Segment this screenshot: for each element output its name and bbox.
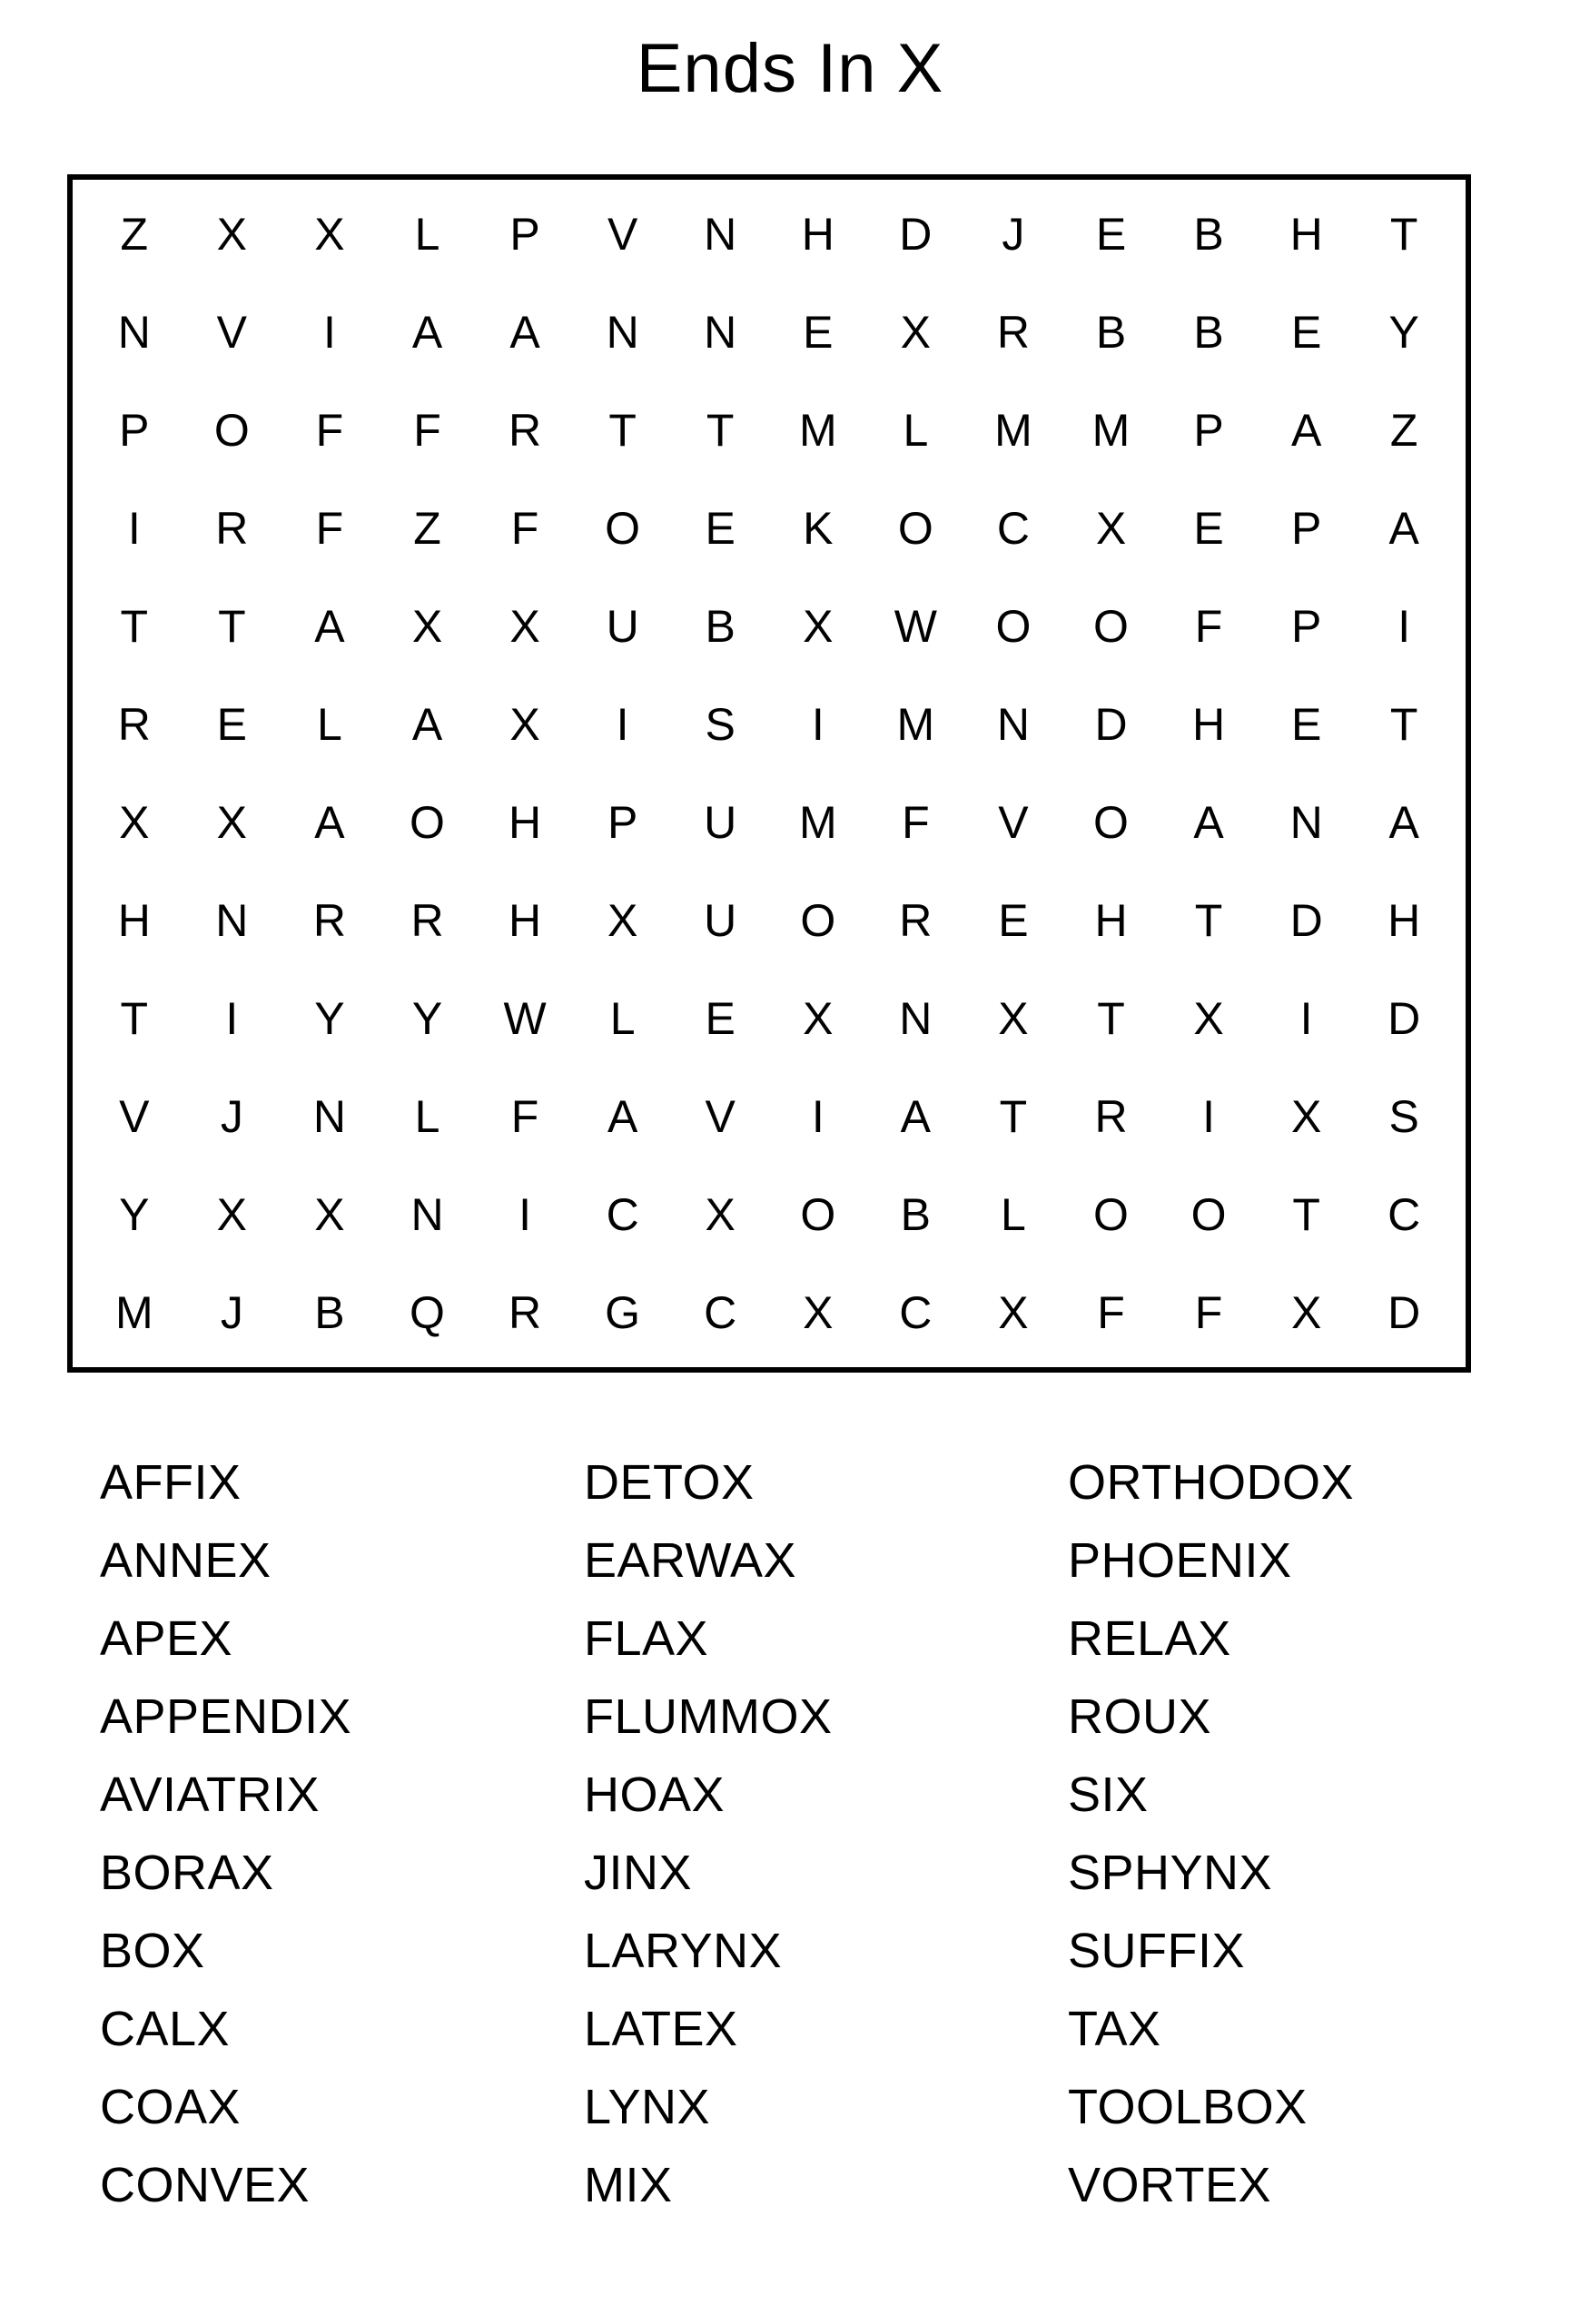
grid-cell[interactable]: X xyxy=(1290,1091,1322,1142)
grid-cell[interactable]: N xyxy=(117,307,151,358)
grid-cell[interactable]: H xyxy=(1094,895,1128,946)
grid-cell[interactable]: R xyxy=(899,895,933,946)
grid-cell[interactable]: E xyxy=(705,503,736,554)
word-list-item[interactable]: SPHYNX xyxy=(1068,1846,1273,1900)
grid-cell[interactable]: A xyxy=(411,307,443,358)
grid-cell[interactable]: N xyxy=(410,1189,444,1240)
grid-cell[interactable]: R xyxy=(509,405,542,456)
grid-cell[interactable]: L xyxy=(414,1091,440,1142)
grid-cell[interactable]: I xyxy=(225,993,239,1044)
grid-cell[interactable]: F xyxy=(902,797,930,848)
grid-cell[interactable]: L xyxy=(903,405,929,456)
grid-cell[interactable]: M xyxy=(114,1287,153,1338)
grid-cell[interactable]: F xyxy=(1097,1287,1125,1338)
grid-cell[interactable]: C xyxy=(996,503,1030,554)
grid-cell[interactable]: X xyxy=(900,307,932,358)
grid-cell[interactable]: X xyxy=(509,699,540,750)
grid-cell[interactable]: V xyxy=(705,1091,736,1142)
word-list-item[interactable]: AVIATRIX xyxy=(100,1768,321,1822)
grid-cell[interactable]: F xyxy=(1194,1287,1223,1338)
grid-cell[interactable]: I xyxy=(322,307,336,358)
grid-cell[interactable]: J xyxy=(220,1287,243,1338)
grid-cell[interactable]: M xyxy=(994,405,1032,456)
grid-cell[interactable]: O xyxy=(995,601,1032,652)
word-list-item[interactable]: BOX xyxy=(100,1924,205,1978)
grid-cell[interactable]: G xyxy=(605,1287,641,1338)
grid-cell[interactable]: X xyxy=(411,601,443,652)
grid-cell[interactable]: B xyxy=(1193,307,1224,358)
grid-cell[interactable]: F xyxy=(315,405,344,456)
grid-cell[interactable]: I xyxy=(811,699,825,750)
word-list-item[interactable]: APEX xyxy=(100,1611,233,1666)
grid-cell[interactable]: X xyxy=(803,601,834,652)
grid-cell[interactable]: Z xyxy=(1389,405,1418,456)
grid-cell[interactable]: X xyxy=(314,209,345,260)
grid-cell[interactable]: Y xyxy=(1388,307,1419,358)
word-list-item[interactable]: COAX xyxy=(100,2080,242,2134)
grid-cell[interactable]: H xyxy=(1387,895,1421,946)
grid-cell[interactable]: A xyxy=(1388,797,1419,848)
grid-cell[interactable]: T xyxy=(1389,209,1418,260)
grid-cell[interactable]: V xyxy=(607,209,638,260)
grid-cell[interactable]: O xyxy=(800,895,836,946)
grid-cell[interactable]: U xyxy=(704,797,737,848)
grid-cell[interactable]: T xyxy=(120,601,149,652)
word-list-item[interactable]: ANNEX xyxy=(100,1533,272,1588)
grid-cell[interactable]: E xyxy=(998,895,1029,946)
grid-cell[interactable]: C xyxy=(704,1287,737,1338)
grid-cell[interactable]: X xyxy=(314,1189,345,1240)
grid-cell[interactable]: Y xyxy=(119,1189,150,1240)
grid-cell[interactable]: U xyxy=(606,601,639,652)
grid-cell[interactable]: D xyxy=(899,209,933,260)
grid-cell[interactable]: P xyxy=(119,405,150,456)
word-list-item[interactable]: JINX xyxy=(584,1846,693,1900)
grid-cell[interactable]: Q xyxy=(410,1287,445,1338)
grid-cell[interactable]: E xyxy=(1095,209,1127,260)
grid-cell[interactable]: O xyxy=(800,1189,836,1240)
grid-cell[interactable]: R xyxy=(996,307,1030,358)
grid-cell[interactable]: O xyxy=(605,503,641,554)
grid-cell[interactable]: D xyxy=(1094,699,1128,750)
grid-cell[interactable]: E xyxy=(216,699,248,750)
grid-cell[interactable]: S xyxy=(705,699,736,750)
grid-cell[interactable]: O xyxy=(1093,601,1129,652)
grid-cell[interactable]: A xyxy=(314,797,345,848)
word-list-item[interactable]: APPENDIX xyxy=(100,1689,352,1744)
grid-cell[interactable]: V xyxy=(998,797,1029,848)
grid-cell[interactable]: T xyxy=(1292,1189,1320,1240)
word-list-item[interactable]: RELAX xyxy=(1068,1611,1231,1666)
word-list-column xyxy=(1068,1443,1498,2224)
grid-cell[interactable]: C xyxy=(1387,1189,1421,1240)
grid-cell[interactable]: H xyxy=(1289,209,1323,260)
grid-cell[interactable]: A xyxy=(509,307,540,358)
grid-cell[interactable]: I xyxy=(1202,1091,1216,1142)
grid-cell[interactable]: E xyxy=(705,993,736,1044)
grid-cell[interactable]: E xyxy=(1290,307,1322,358)
word-list-item[interactable]: LARYNX xyxy=(584,1924,783,1978)
grid-cell[interactable]: V xyxy=(119,1091,150,1142)
grid-cell[interactable]: D xyxy=(1289,895,1323,946)
grid-cell[interactable]: F xyxy=(1194,601,1223,652)
grid-cell[interactable]: Z xyxy=(120,209,149,260)
word-list-item[interactable]: TAX xyxy=(1068,2002,1161,2056)
grid-cell[interactable]: X xyxy=(216,209,248,260)
grid-cell[interactable]: L xyxy=(414,209,440,260)
grid-cell[interactable]: A xyxy=(314,601,345,652)
grid-cell[interactable]: X xyxy=(998,993,1029,1044)
grid-cell[interactable]: Y xyxy=(314,993,345,1044)
grid-cell[interactable]: N xyxy=(1289,797,1323,848)
letter-grid[interactable] xyxy=(73,180,1466,1367)
grid-cell[interactable]: N xyxy=(606,307,639,358)
grid-cell[interactable]: T xyxy=(706,405,735,456)
grid-cell[interactable]: O xyxy=(897,503,933,554)
grid-cell[interactable]: D xyxy=(1387,1287,1421,1338)
grid-cell[interactable]: X xyxy=(803,993,834,1044)
grid-cell[interactable]: X xyxy=(119,797,150,848)
grid-cell[interactable]: A xyxy=(1193,797,1224,848)
grid-cell[interactable]: X xyxy=(1095,503,1127,554)
grid-cell[interactable]: W xyxy=(894,601,937,652)
word-list-item[interactable]: SIX xyxy=(1068,1768,1149,1822)
grid-cell[interactable]: X xyxy=(1193,993,1224,1044)
grid-cell[interactable]: Z xyxy=(413,503,441,554)
grid-cell[interactable]: X xyxy=(607,895,638,946)
grid-cell[interactable]: T xyxy=(1097,993,1125,1044)
word-list-item[interactable]: TOOLBOX xyxy=(1068,2080,1308,2134)
grid-cell[interactable]: R xyxy=(509,1287,542,1338)
grid-cell[interactable]: H xyxy=(801,209,834,260)
grid-cell[interactable]: N xyxy=(215,895,249,946)
grid-cell[interactable]: P xyxy=(509,209,540,260)
grid-cell[interactable]: K xyxy=(803,503,834,554)
grid-cell[interactable]: B xyxy=(900,1189,932,1240)
grid-cell[interactable]: O xyxy=(1093,797,1129,848)
grid-cell[interactable]: J xyxy=(220,1091,243,1142)
grid-cell[interactable]: L xyxy=(609,993,636,1044)
grid-cell[interactable]: X xyxy=(998,1287,1029,1338)
grid-cell[interactable]: N xyxy=(312,1091,346,1142)
grid-cell[interactable]: A xyxy=(1290,405,1322,456)
grid-cell[interactable]: P xyxy=(1193,405,1224,456)
grid-cell[interactable]: O xyxy=(410,797,445,848)
grid-cell[interactable]: N xyxy=(704,209,737,260)
grid-cell[interactable]: O xyxy=(1190,1189,1227,1240)
word-list-column xyxy=(100,1443,584,2224)
grid-cell[interactable]: I xyxy=(127,503,141,554)
grid-cell[interactable]: M xyxy=(798,405,837,456)
puzzle-grid-frame xyxy=(67,174,1471,1373)
word-list-column xyxy=(584,1443,1068,2224)
grid-cell[interactable]: S xyxy=(1388,1091,1419,1142)
grid-cell[interactable]: H xyxy=(1192,699,1226,750)
grid-cell[interactable]: N xyxy=(899,993,933,1044)
grid-cell[interactable]: B xyxy=(314,1287,345,1338)
word-list-item[interactable]: MIX xyxy=(584,2158,673,2212)
grid-cell[interactable]: B xyxy=(1193,209,1224,260)
grid-cell[interactable]: I xyxy=(616,699,629,750)
grid-cell[interactable]: R xyxy=(117,699,151,750)
grid-cell[interactable]: L xyxy=(317,699,342,750)
word-list-item[interactable]: VORTEX xyxy=(1068,2158,1272,2212)
grid-cell[interactable]: B xyxy=(705,601,736,652)
grid-cell[interactable]: E xyxy=(803,307,834,358)
grid-cell[interactable]: T xyxy=(1194,895,1223,946)
word-list-item[interactable]: FLAX xyxy=(584,1611,709,1666)
grid-cell[interactable]: M xyxy=(896,699,935,750)
grid-cell[interactable]: V xyxy=(216,307,248,358)
grid-cell[interactable]: Y xyxy=(411,993,443,1044)
grid-cell[interactable]: R xyxy=(410,895,444,946)
grid-cell[interactable]: I xyxy=(1299,993,1313,1044)
word-list-item[interactable]: SUFFIX xyxy=(1068,1924,1246,1978)
grid-cell[interactable]: J xyxy=(1002,209,1025,260)
grid-cell[interactable]: T xyxy=(218,601,246,652)
word-list-item[interactable]: FLUMMOX xyxy=(584,1689,833,1744)
grid-cell[interactable]: X xyxy=(216,1189,248,1240)
grid-cell[interactable]: U xyxy=(704,895,737,946)
word-list-item[interactable]: EARWAX xyxy=(584,1533,797,1588)
word-list-item[interactable]: PHOENIX xyxy=(1068,1533,1292,1588)
grid-cell[interactable]: F xyxy=(413,405,441,456)
grid-cell[interactable]: M xyxy=(798,797,837,848)
grid-cell[interactable]: F xyxy=(510,1091,539,1142)
grid-cell[interactable]: R xyxy=(215,503,249,554)
grid-cell[interactable]: N xyxy=(996,699,1030,750)
grid-cell[interactable]: C xyxy=(899,1287,933,1338)
grid-cell[interactable]: P xyxy=(607,797,638,848)
grid-cell[interactable]: X xyxy=(216,797,248,848)
word-list xyxy=(100,1443,1498,2224)
grid-cell[interactable]: X xyxy=(803,1287,834,1338)
grid-cell[interactable]: O xyxy=(213,405,250,456)
word-list-item[interactable]: LATEX xyxy=(584,2002,738,2056)
grid-cell[interactable]: E xyxy=(1193,503,1224,554)
grid-cell[interactable]: A xyxy=(900,1091,932,1142)
grid-cell[interactable]: X xyxy=(509,601,540,652)
word-list-item[interactable]: DETOX xyxy=(584,1455,755,1510)
grid-cell[interactable]: F xyxy=(315,503,344,554)
grid-cell[interactable]: F xyxy=(510,503,539,554)
grid-cell[interactable]: P xyxy=(1290,503,1322,554)
grid-cell[interactable]: C xyxy=(606,1189,639,1240)
grid-cell[interactable]: W xyxy=(503,993,547,1044)
grid-cell[interactable]: I xyxy=(1397,601,1411,652)
grid-cell[interactable]: T xyxy=(1389,699,1418,750)
grid-cell[interactable]: R xyxy=(312,895,346,946)
word-list-item[interactable]: HOAX xyxy=(584,1768,726,1822)
word-list-item[interactable]: ORTHODOX xyxy=(1068,1455,1355,1510)
grid-cell[interactable]: N xyxy=(704,307,737,358)
grid-cell[interactable]: P xyxy=(1290,601,1322,652)
word-list-item[interactable]: BORAX xyxy=(100,1846,274,1900)
grid-cell[interactable]: I xyxy=(811,1091,825,1142)
grid-cell[interactable]: X xyxy=(1290,1287,1322,1338)
grid-cell[interactable]: A xyxy=(1388,503,1419,554)
grid-cell[interactable]: D xyxy=(1387,993,1421,1044)
grid-cell[interactable]: R xyxy=(1094,1091,1128,1142)
grid-cell[interactable]: H xyxy=(509,797,542,848)
grid-cell[interactable]: A xyxy=(607,1091,638,1142)
grid-cell[interactable]: E xyxy=(1290,699,1322,750)
grid-cell[interactable]: H xyxy=(509,895,542,946)
grid-cell[interactable]: L xyxy=(1001,1189,1026,1240)
grid-cell[interactable]: T xyxy=(608,405,637,456)
word-list-item[interactable]: ROUX xyxy=(1068,1689,1212,1744)
grid-cell[interactable]: A xyxy=(411,699,443,750)
word-list-item[interactable]: AFFIX xyxy=(100,1455,242,1510)
grid-cell[interactable]: X xyxy=(705,1189,736,1240)
grid-cell[interactable]: O xyxy=(1093,1189,1129,1240)
word-list-item[interactable]: LYNX xyxy=(584,2080,711,2134)
grid-cell[interactable]: T xyxy=(120,993,149,1044)
grid-cell[interactable]: M xyxy=(1091,405,1131,456)
word-list-item[interactable]: CONVEX xyxy=(100,2158,311,2212)
grid-cell[interactable]: B xyxy=(1095,307,1127,358)
grid-cell[interactable]: I xyxy=(518,1189,532,1240)
grid-cell[interactable]: H xyxy=(117,895,151,946)
word-list-item[interactable]: CALX xyxy=(100,2002,231,2056)
grid-cell[interactable]: T xyxy=(999,1091,1028,1142)
page-title: Ends In X xyxy=(636,30,944,107)
